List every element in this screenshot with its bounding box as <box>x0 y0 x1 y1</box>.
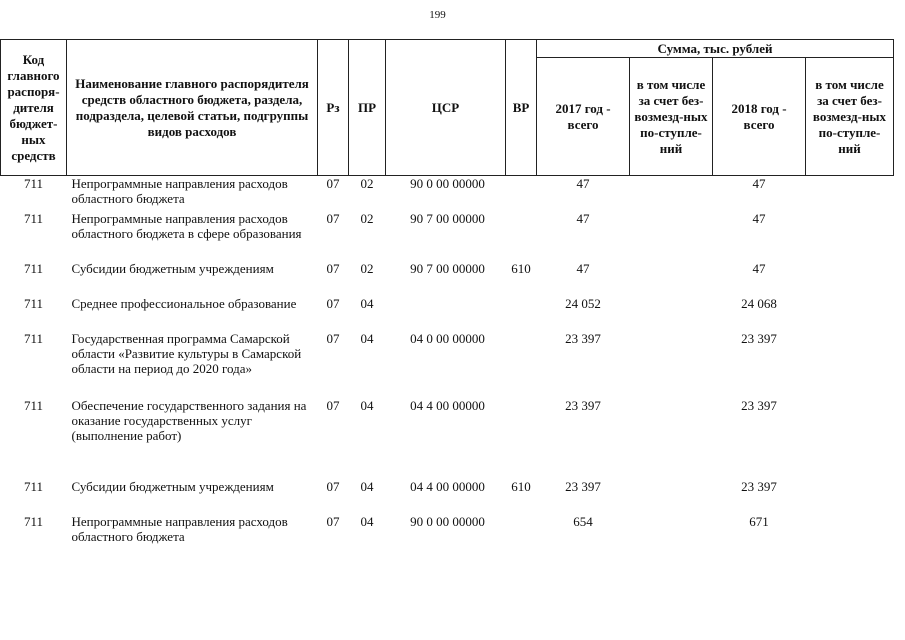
cell-vr <box>506 176 537 211</box>
table-row <box>1 211 894 261</box>
cell-pr: 02 <box>360 260 374 276</box>
header-csr: ЦСР <box>386 40 506 176</box>
cell-2017-total: 23 397 <box>565 478 601 494</box>
cell-vr <box>506 296 537 331</box>
cell-csr: 04 4 00 00000 <box>410 478 485 494</box>
cell-name: Непрограммные направления расходов областного бюджета <box>71 176 288 206</box>
cell-2017-total: 47 <box>576 176 590 191</box>
cell-vr <box>506 398 537 479</box>
cell-2018-free <box>806 176 894 211</box>
cell-2018-free <box>806 261 894 296</box>
cell-code: 711 <box>23 478 44 494</box>
cell-2018-free <box>806 398 894 479</box>
cell-name: Среднее профессиональное образование <box>71 295 297 311</box>
table-row <box>1 514 894 549</box>
cell-pr: 02 <box>360 210 374 226</box>
table-row <box>1 261 894 296</box>
cell-vr <box>506 211 537 261</box>
cell-csr: 04 4 00 00000 <box>410 397 485 413</box>
cell-2018-total: 671 <box>749 513 769 529</box>
cell-csr <box>386 296 506 331</box>
cell-2017-free <box>630 296 713 331</box>
cell-2017-free <box>630 176 713 211</box>
header-vr: ВР <box>506 40 537 176</box>
table-row <box>1 331 894 398</box>
header-rz: Рз <box>318 40 349 176</box>
cell-2018-total: 47 <box>752 210 766 226</box>
header-2017-free: в том числе за счет без-возмезд-ных по-ступле-ний <box>630 58 713 176</box>
cell-rz: 07 <box>326 330 340 346</box>
page-number: 199 <box>429 9 446 21</box>
cell-code: 711 <box>23 397 44 413</box>
header-2018-total: 2018 год - всего <box>713 58 806 176</box>
cell-2018-total: 23 397 <box>741 397 777 413</box>
cell-2018-total: 24 068 <box>741 295 777 311</box>
cell-rz: 07 <box>326 513 340 529</box>
cell-2018-free <box>806 479 894 514</box>
cell-vr <box>506 514 537 549</box>
cell-2017-total: 23 397 <box>565 330 601 346</box>
cell-name: Обеспечение государственного задания на оказание государственных услуг (выполнение работ) <box>71 397 307 443</box>
cell-code: 711 <box>23 513 44 529</box>
table-row <box>1 176 894 211</box>
cell-pr: 04 <box>360 397 374 413</box>
cell-2018-free <box>806 211 894 261</box>
cell-2017-free <box>630 479 713 514</box>
header-name: Наименование главного распорядителя средств областного бюджета, раздела, подраздела, целевой статьи, подгруппы видов расходов <box>67 40 318 176</box>
cell-2017-total: 47 <box>576 210 590 226</box>
cell-2017-free <box>630 331 713 398</box>
cell-pr: 04 <box>360 478 374 494</box>
cell-csr: 90 7 00 00000 <box>410 260 485 276</box>
cell-2017-total: 654 <box>573 513 593 529</box>
table-row <box>1 479 894 514</box>
cell-name: Непрограммные направления расходов областного бюджета <box>71 513 288 544</box>
cell-csr: 90 7 00 00000 <box>410 210 485 226</box>
cell-pr: 04 <box>360 295 374 311</box>
cell-2017-total: 23 397 <box>565 397 601 413</box>
cell-name: Непрограммные направления расходов областного бюджета в сфере образования <box>71 210 302 241</box>
cell-vr: 610 <box>511 260 531 276</box>
header-2017-total: 2017 год - всего <box>537 58 630 176</box>
cell-2018-free <box>806 296 894 331</box>
cell-2018-total: 47 <box>752 260 766 276</box>
cell-2018-total: 23 397 <box>741 330 777 346</box>
cell-name: Государственная программа Самарской области «Развитие культуры в Самарской области на период до 2020 года» <box>71 330 302 376</box>
cell-code: 711 <box>23 210 44 226</box>
cell-rz: 07 <box>326 295 340 311</box>
cell-2017-free <box>630 514 713 549</box>
cell-name: Субсидии бюджетным учреждениям <box>71 260 274 276</box>
cell-2017-total: 24 052 <box>565 295 601 311</box>
cell-name: Субсидии бюджетным учреждениям <box>71 478 274 494</box>
cell-rz: 07 <box>326 397 340 413</box>
cell-rz: 07 <box>326 478 340 494</box>
cell-2017-free <box>630 211 713 261</box>
cell-code: 711 <box>23 176 44 191</box>
header-sum: Сумма, тыс. рублей <box>537 40 894 58</box>
cell-2018-free <box>806 514 894 549</box>
cell-code: 711 <box>23 295 44 311</box>
header-code: Код главного распоря-дителя бюджет-ных средств <box>1 40 67 176</box>
header-pr: ПР <box>349 40 386 176</box>
cell-pr: 02 <box>360 176 374 191</box>
budget-table <box>0 39 894 549</box>
cell-code: 711 <box>23 330 44 346</box>
cell-2018-free <box>806 331 894 398</box>
cell-vr: 610 <box>511 478 531 494</box>
cell-vr <box>506 331 537 398</box>
cell-pr: 04 <box>360 330 374 346</box>
cell-pr: 04 <box>360 513 374 529</box>
cell-csr: 90 0 00 00000 <box>410 513 485 529</box>
cell-rz: 07 <box>326 260 340 276</box>
table-row <box>1 398 894 479</box>
cell-csr: 04 0 00 00000 <box>410 330 485 346</box>
table-row <box>1 296 894 331</box>
cell-2017-free <box>630 398 713 479</box>
cell-2018-total: 23 397 <box>741 478 777 494</box>
cell-rz: 07 <box>326 176 340 191</box>
cell-2017-free <box>630 261 713 296</box>
cell-2018-total: 47 <box>752 176 766 191</box>
cell-code: 711 <box>23 260 44 276</box>
cell-rz: 07 <box>326 210 340 226</box>
header-2018-free: в том числе за счет без-возмезд-ных по-ступле-ний <box>806 58 894 176</box>
table-header-row <box>1 40 894 58</box>
cell-2017-total: 47 <box>576 260 590 276</box>
cell-csr: 90 0 00 00000 <box>410 176 485 191</box>
budget-sheet <box>0 39 893 549</box>
